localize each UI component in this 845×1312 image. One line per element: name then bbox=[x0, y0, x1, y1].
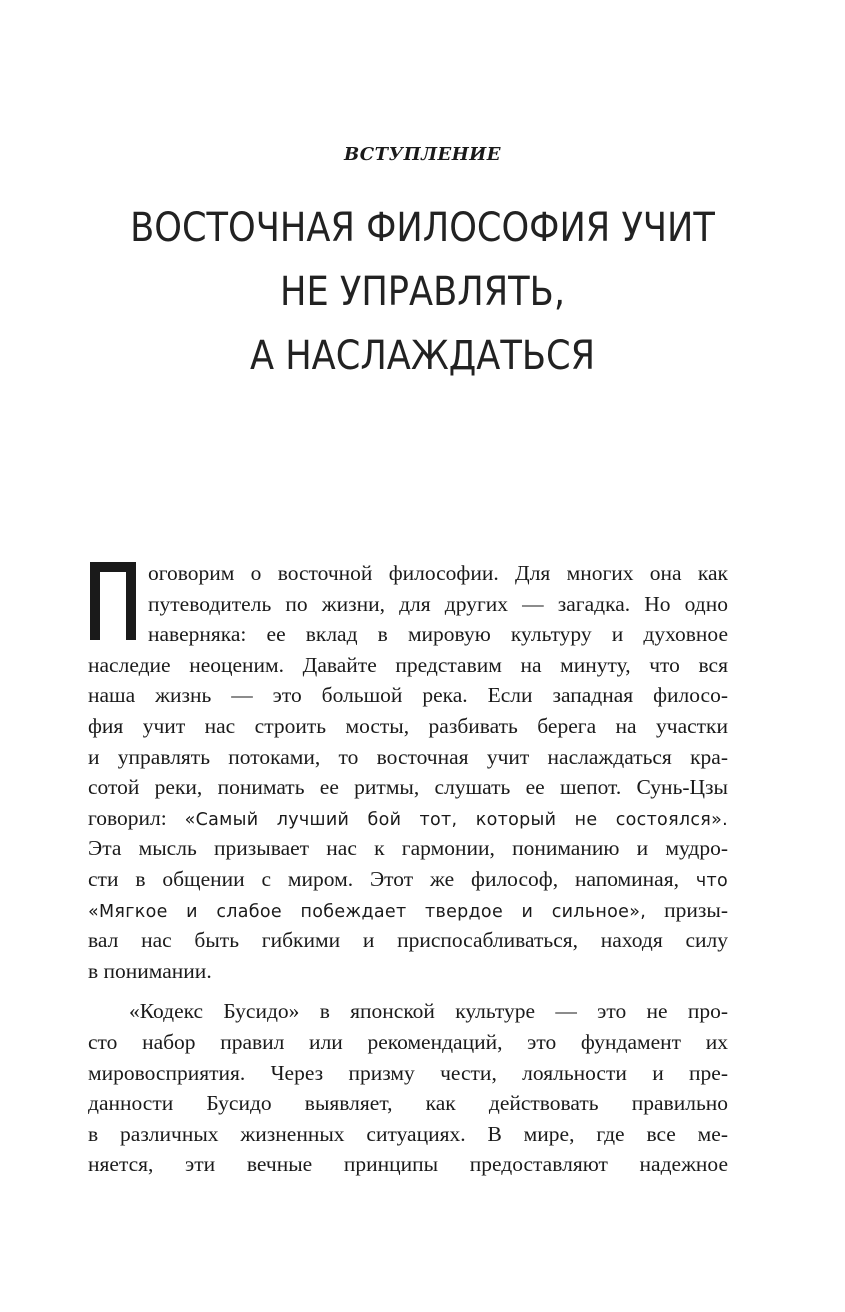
paragraph-2 bbox=[88, 996, 728, 1180]
text-line: оговорим о восточной философии. Для многих она как bbox=[148, 561, 728, 585]
chapter-title bbox=[51, 196, 795, 388]
text-line: вал нас быть гибкими и приспосабливаться, находя силу bbox=[88, 928, 728, 953]
text-fragment: сти в общении с миром. Этот же философ, напоминая, bbox=[88, 866, 679, 891]
text-line bbox=[88, 895, 728, 926]
text-fragment-sans: что bbox=[695, 870, 728, 891]
text-line: наверняка: ее вклад в мировую культуру и духовное bbox=[148, 622, 728, 647]
text-line: сотой реки, понимать ее ритмы, слушать ее шепот. Сунь-Цзы bbox=[88, 775, 728, 800]
text-line: наследие неоценим. Давайте представим на минуту, что вся bbox=[88, 652, 728, 677]
chapter-title-line-1: ВОСТОЧНАЯ ФИЛОСОФИЯ УЧИТ bbox=[130, 205, 715, 251]
quote-sans: «Мягкое и слабое побеждает твердое и сильное», bbox=[88, 901, 647, 922]
text-fragment: призы- bbox=[664, 897, 728, 922]
text-line: наша жизнь — это большой река. Если западная филосо- bbox=[88, 683, 728, 708]
text-line: сто набор правил или рекомендаций, это фундамент их bbox=[88, 1029, 728, 1054]
text-line: данности Бусидо выявляет, как действовать правильно bbox=[88, 1091, 728, 1116]
text-line: в различных жизненных ситуациях. В мире, где все ме- bbox=[88, 1121, 728, 1146]
quote-sans: «Самый лучший бой тот, который не состоялся». bbox=[184, 809, 728, 830]
section-label: ВСТУПЛЕНИЕ bbox=[344, 144, 501, 165]
chapter-title-line-2: НЕ УПРАВЛЯТЬ, bbox=[279, 269, 566, 315]
text-fragment: говорил: bbox=[88, 805, 167, 830]
paragraph-gap bbox=[88, 986, 728, 996]
text-line: путеводитель по жизни, для других — загадка. Но одно bbox=[148, 591, 728, 616]
text-line bbox=[88, 864, 728, 895]
text-line: «Кодекс Бусидо» в японской культуре — это не про- bbox=[129, 999, 728, 1024]
text-line: Эта мысль призывает нас к гармонии, пониманию и мудро- bbox=[88, 836, 728, 861]
text-line: мировосприятия. Через призму чести, лояльности и пре- bbox=[88, 1060, 728, 1085]
text-line: няется, эти вечные принципы предоставляют надежное bbox=[88, 1152, 728, 1177]
paragraph-1 bbox=[88, 558, 728, 986]
body-text bbox=[88, 558, 728, 1180]
text-line: фия учит нас строить мосты, разбивать берега на участки bbox=[88, 713, 728, 738]
text-line bbox=[88, 803, 728, 834]
text-line: и управлять потоками, то восточная учит наслаждаться кра- bbox=[88, 744, 728, 769]
chapter-title-line-3: А НАСЛАЖДАТЬСЯ bbox=[249, 333, 596, 379]
text-line: в понимании. bbox=[88, 958, 212, 983]
